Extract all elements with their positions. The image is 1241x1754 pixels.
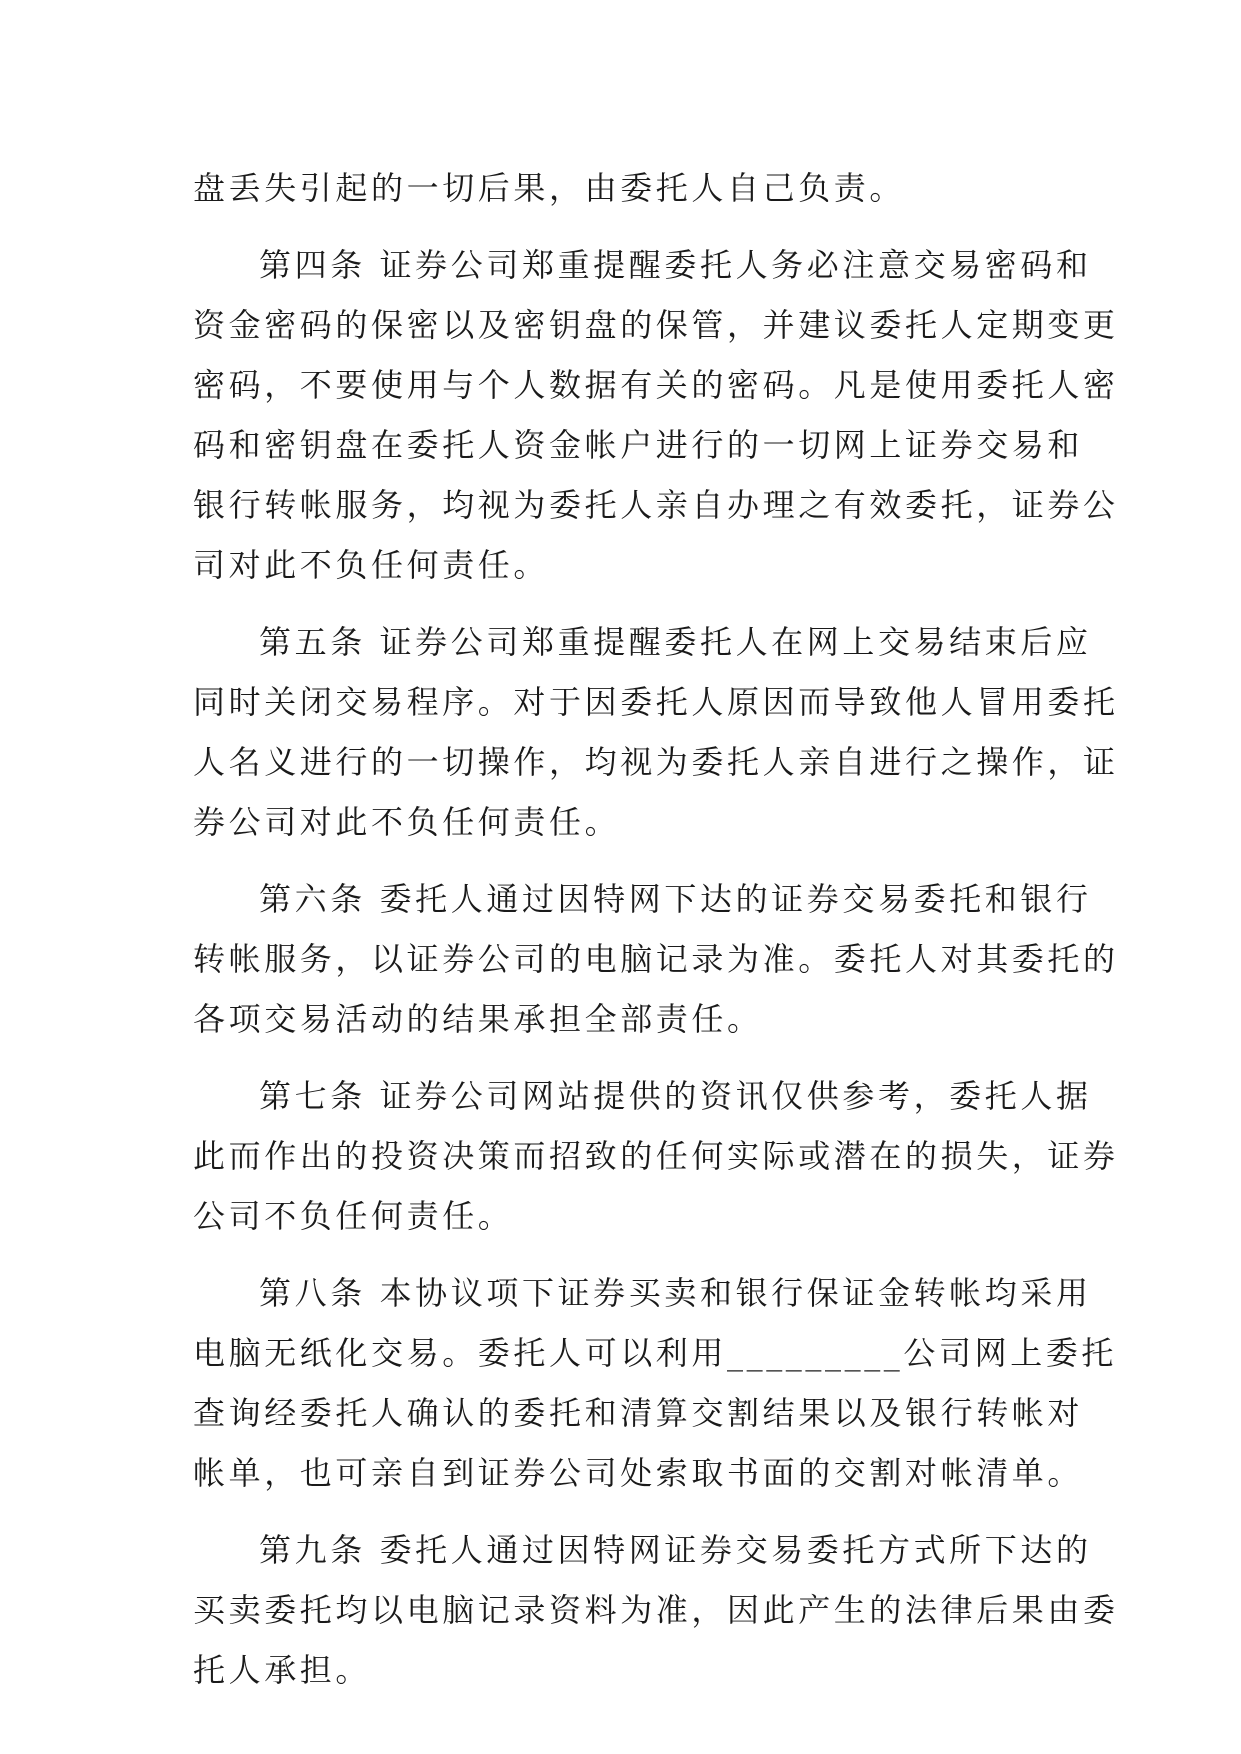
text-line: 券公司对此不负任何责任。: [193, 803, 621, 841]
paragraph-article-6: [193, 869, 1119, 1049]
text-line: 密码，不要使用与个人数据有关的密码。凡是使用委托人密: [193, 366, 1119, 404]
text-line: 查询经委托人确认的委托和清算交割结果以及银行转帐对: [193, 1394, 1084, 1432]
text-line: 电脑无纸化交易。委托人可以利用_________公司网上委托: [193, 1334, 1118, 1372]
text-line: 帐单，也可亲自到证券公司处索取书面的交割对帐清单。: [193, 1454, 1084, 1492]
text-line: 公司不负任何责任。: [193, 1197, 514, 1235]
text-line: 买卖委托均以电脑记录资料为准，因此产生的法律后果由委: [193, 1591, 1119, 1629]
paragraph-article-9: [193, 1520, 1119, 1700]
text-line: 第六条 委托人通过因特网下达的证券交易委托和银行: [259, 880, 1092, 918]
paragraph-article-5: [193, 612, 1119, 852]
paragraph-article-4: [193, 235, 1119, 595]
text-line: 第八条 本协议项下证券买卖和银行保证金转帐均采用: [259, 1274, 1092, 1312]
text-line: 各项交易活动的结果承担全部责任。: [193, 1000, 763, 1038]
text-line: 托人承担。: [193, 1651, 372, 1689]
paragraph-article-7: [193, 1066, 1119, 1246]
text-line: 码和密钥盘在委托人资金帐户进行的一切网上证券交易和: [193, 426, 1084, 464]
document-page: [193, 158, 1119, 1700]
text-line: 转帐服务，以证券公司的电脑记录为准。委托人对其委托的: [193, 940, 1119, 978]
text-line: 盘丢失引起的一切后果，由委托人自己负责。: [193, 169, 906, 207]
paragraph-article-8: [193, 1263, 1118, 1503]
text-line: 银行转帐服务，均视为委托人亲自办理之有效委托，证券公: [193, 486, 1119, 524]
text-line: 人名义进行的一切操作，均视为委托人亲自进行之操作，证: [193, 743, 1119, 781]
text-line: 资金密码的保密以及密钥盘的保管，并建议委托人定期变更: [193, 306, 1119, 344]
paragraph: [193, 158, 1053, 218]
text-line: 第五条 证券公司郑重提醒委托人在网上交易结束后应: [259, 623, 1092, 661]
text-line: 第九条 委托人通过因特网证券交易委托方式所下达的: [259, 1531, 1092, 1569]
text-line: 此而作出的投资决策而招致的任何实际或潜在的损失，证券: [193, 1137, 1119, 1175]
text-line: 司对此不负任何责任。: [193, 546, 550, 584]
text-line: 同时关闭交易程序。对于因委托人原因而导致他人冒用委托: [193, 683, 1119, 721]
text-line: 第四条 证券公司郑重提醒委托人务必注意交易密码和: [259, 246, 1092, 284]
text-line: 第七条 证券公司网站提供的资讯仅供参考，委托人据: [259, 1077, 1092, 1115]
